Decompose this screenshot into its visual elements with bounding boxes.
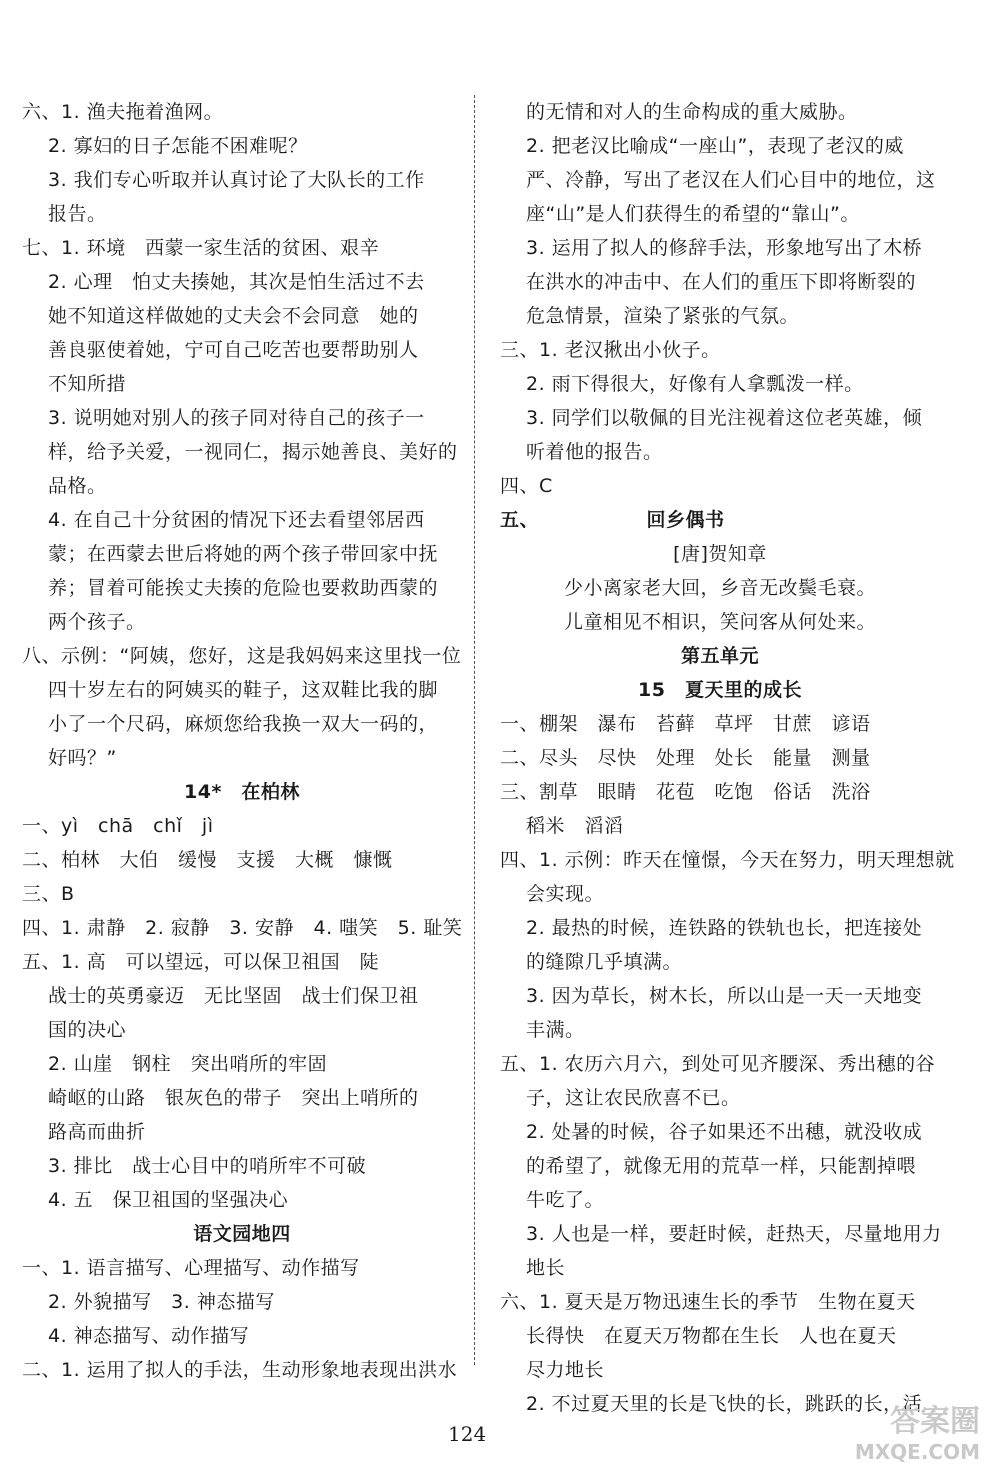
text-line: 2. 山崖 钢柱 突出哨所的牢固 <box>48 1053 328 1075</box>
text-line: 品格。 <box>48 475 107 497</box>
text-line: 样，给予关爱，一视同仁，揭示她善良、美好的 <box>48 441 458 463</box>
text-line: 4. 在自己十分贫困的情况下还去看望邻居西 <box>48 509 425 531</box>
section-heading: 语文园地四 <box>193 1223 291 1245</box>
text-line: 四、C <box>500 475 553 497</box>
text-line: 座“山”是人们获得生的希望的“靠山”。 <box>526 203 860 225</box>
text-line: 3. 人也是一样，要赶时候，赶热天，尽量地用力 <box>526 1223 942 1245</box>
text-line: 儿童相见不相识，笑问客从何处来。 <box>563 611 876 633</box>
text-line: 崎岖的山路 银灰色的带子 突出上哨所的 <box>48 1087 419 1109</box>
text-line: 三、B <box>22 883 75 905</box>
text-line: 丰满。 <box>526 1019 585 1041</box>
text-line: 六、1. 渔夫拖着渔网。 <box>22 101 224 123</box>
text-line: 3. 运用了拟人的修辞手法，形象地写出了木桥 <box>526 237 923 259</box>
left-column <box>22 95 462 1387</box>
text-line: 牛吃了。 <box>526 1189 605 1211</box>
text-line: 不知所措 <box>48 373 127 395</box>
text-line: 3. 排比 战士心目中的哨所牢不可破 <box>48 1155 367 1177</box>
text-line: 危急情景，渲染了紧张的气氛。 <box>526 305 800 327</box>
page-number: 124 <box>448 1422 487 1446</box>
text-line: 3. 我们专心听取并认真讨论了大队长的工作 <box>48 169 425 191</box>
text-line: 2. 把老汉比喻成“一座山”，表现了老汉的威 <box>526 135 904 157</box>
text-line: 2. 雨下得很大，好像有人拿瓢泼一样。 <box>526 373 864 395</box>
watermark-logo <box>830 1396 980 1464</box>
text-line: 会实现。 <box>526 883 605 905</box>
text-line: 蒙；在西蒙去世后将她的两个孩子带回家中抚 <box>48 543 439 565</box>
text-line: 3. 同学们以敬佩的目光注视着这位老英雄，倾 <box>526 407 923 429</box>
text-line: 两个孩子。 <box>48 611 146 633</box>
text-line: 子，这让农民欣喜不已。 <box>526 1087 741 1109</box>
watermark-sub: MXQE.COM <box>854 1440 980 1464</box>
text-line: 六、1. 夏天是万物迅速生长的季节 生物在夏天 <box>500 1291 916 1313</box>
text-line: 好吗？” <box>48 747 117 769</box>
text-line: 二、1. 运用了拟人的手法，生动形象地表现出洪水 <box>22 1359 458 1381</box>
text-line: 养；冒着可能挨丈夫揍的危险也要救助西蒙的 <box>48 577 439 599</box>
text-line: 三、1. 老汉揪出小伙子。 <box>500 339 721 361</box>
watermark-main: 答案圈 <box>890 1404 980 1439</box>
text-line: 2. 寡妇的日子怎能不困难呢？ <box>48 135 308 157</box>
text-line: 报告。 <box>48 203 107 225</box>
text-line: 少小离家老大回，乡音无改鬓毛衰。 <box>563 577 876 599</box>
text-line: 四、1. 示例：昨天在憧憬，今天在努力，明天理想就 <box>500 849 955 871</box>
text-line: 小了一个尺码，麻烦您给我换一双大一码的， <box>48 713 439 735</box>
text-line: 八、示例：“阿姨，您好，这是我妈妈来这里找一位 <box>22 645 462 667</box>
text-line: 的无情和对人的生命构成的重大威胁。 <box>526 101 858 123</box>
text-line: 五、1. 农历六月六，到处可见齐腰深、秀出穗的谷 <box>500 1053 936 1075</box>
section-heading: 第五单元 <box>680 645 759 667</box>
text-line: 长得快 在夏天万物都在生长 人也在夏天 <box>526 1325 897 1347</box>
text-line: 2. 不过夏天里的长是飞快的长，跳跃的长，活 <box>526 1393 923 1415</box>
section-heading: 五、 回乡偶书 <box>500 509 725 531</box>
text-line: 在洪水的冲击中、在人们的重压下即将断裂的 <box>526 271 917 293</box>
text-line: 二、尽头 尽快 处理 处长 能量 测量 <box>500 747 871 769</box>
text-line: 一、1. 语言描写、心理描写、动作描写 <box>22 1257 360 1279</box>
text-line: 善良驱使着她，宁可自己吃苦也要帮助别人 <box>48 339 419 361</box>
text-line: 四十岁左右的阿姨买的鞋子，这双鞋比我的脚 <box>48 679 439 701</box>
text-line: [唐]贺知章 <box>673 543 767 565</box>
text-line: 严、冷静，写出了老汉在人们心目中的地位，这 <box>526 169 936 191</box>
right-column <box>500 95 955 1421</box>
text-line: 3. 说明她对别人的孩子同对待自己的孩子一 <box>48 407 425 429</box>
text-line: 2. 处暑的时候，谷子如果还不出穗，就没收成 <box>526 1121 923 1143</box>
text-line: 3. 因为草长，树木长，所以山是一天一天地变 <box>526 985 923 1007</box>
text-line: 战士的英勇豪迈 无比坚固 战士们保卫祖 <box>48 985 419 1007</box>
text-line: 五、1. 高 可以望远，可以保卫祖国 陡 <box>22 951 380 973</box>
text-line: 一、yì chā chǐ jì <box>22 815 214 837</box>
text-line: 的缝隙几乎填满。 <box>526 951 683 973</box>
text-line: 三、割草 眼睛 花苞 吃饱 俗话 洗浴 <box>500 781 871 803</box>
text-line: 路高而曲折 <box>48 1121 146 1143</box>
text-line: 2. 心理 怕丈夫揍她，其次是怕生活过不去 <box>48 271 425 293</box>
text-line: 4. 五 保卫祖国的坚强决心 <box>48 1189 289 1211</box>
text-line: 尽力地长 <box>526 1359 605 1381</box>
column-divider <box>474 95 475 1365</box>
text-line: 4. 神态描写、动作描写 <box>48 1325 250 1347</box>
text-line: 稻米 滔滔 <box>526 815 624 837</box>
text-line: 听着他的报告。 <box>526 441 663 463</box>
text-line: 七、1. 环境 西蒙一家生活的贫困、艰辛 <box>22 237 380 259</box>
section-heading: 14* 在柏林 <box>184 781 300 803</box>
section-heading: 15 夏天里的成长 <box>638 679 802 701</box>
text-line: 的希望了，就像无用的荒草一样，只能割掉喂 <box>526 1155 917 1177</box>
text-line: 四、1. 肃静 2. 寂静 3. 安静 4. 嗤笑 5. 耻笑 <box>22 917 463 939</box>
text-line: 她不知道这样做她的丈夫会不会同意 她的 <box>48 305 419 327</box>
text-line: 2. 外貌描写 3. 神态描写 <box>48 1291 275 1313</box>
text-line: 二、柏林 大伯 缓慢 支援 大概 慷慨 <box>22 849 393 871</box>
text-line: 国的决心 <box>48 1019 127 1041</box>
text-line: 2. 最热的时候，连铁路的铁轨也长，把连接处 <box>526 917 923 939</box>
text-line: 一、棚架 瀑布 苔藓 草坪 甘蔗 谚语 <box>500 713 871 735</box>
text-line: 地长 <box>526 1257 566 1279</box>
